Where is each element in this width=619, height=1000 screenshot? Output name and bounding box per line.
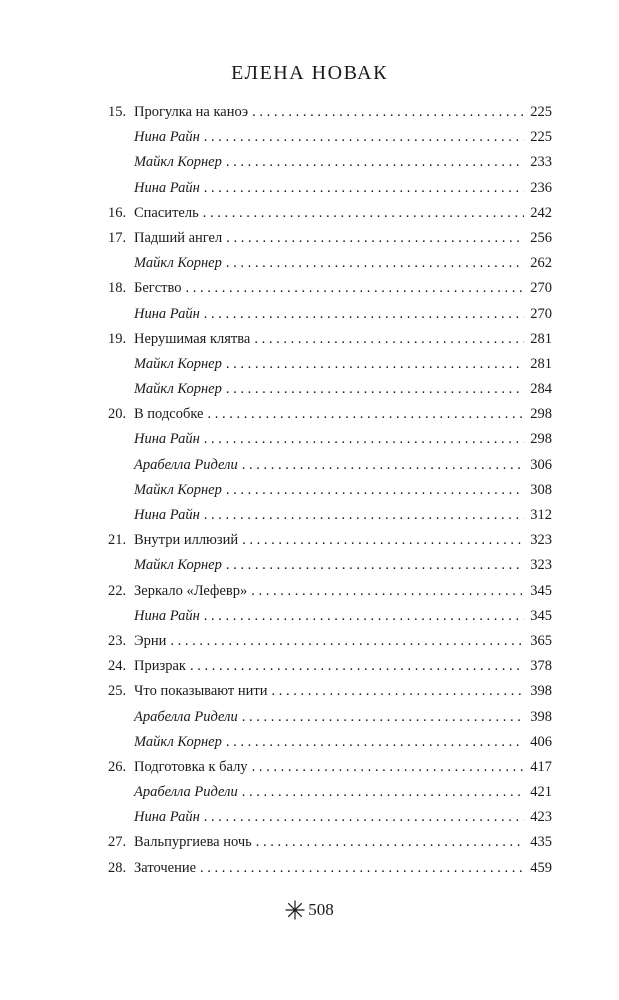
toc-chapter-title: Вальпургиева ночь (134, 834, 252, 851)
star-ornament-icon (285, 900, 305, 920)
toc-subentry-title: Майкл Корнер (134, 733, 222, 750)
toc-chapter-number: 21. (108, 532, 127, 549)
toc-chapter-number: 23. (108, 632, 127, 649)
toc-subentry-title: Нина Райн (134, 305, 200, 322)
toc-page-number: 270 (530, 280, 552, 297)
toc-chapter-title: Призрак (134, 658, 186, 675)
toc-subentry (108, 709, 552, 734)
toc-chapter-title: Нерушимая клятва (134, 330, 251, 347)
toc-page-number: 312 (530, 507, 552, 523)
toc-dot-leader (204, 180, 524, 197)
toc-subentry (108, 557, 552, 582)
toc-chapter-entry (108, 104, 552, 129)
toc-chapter-number: 28. (108, 859, 127, 876)
toc-chapter-entry (108, 860, 552, 885)
toc-chapter-number: 26. (108, 758, 127, 775)
toc-page-number: 406 (530, 733, 552, 750)
toc-subentry-title: Арабелла Ридели (134, 784, 238, 801)
toc-dot-leader (226, 230, 524, 247)
toc-page-number: 345 (530, 607, 552, 624)
toc-page-number: 417 (530, 758, 552, 775)
toc-chapter-entry (108, 633, 552, 658)
toc-dot-leader (204, 431, 524, 448)
toc-subentry (108, 734, 552, 759)
toc-dot-leader (204, 507, 524, 524)
toc-page-number: 281 (530, 330, 552, 347)
toc-dot-leader (204, 608, 524, 625)
toc-dot-leader (170, 633, 524, 650)
toc-subentry-title: Арабелла Ридели (134, 456, 238, 473)
toc-chapter-number: 25. (108, 683, 127, 700)
page-number: 508 (308, 900, 334, 919)
toc-chapter-entry (108, 205, 552, 230)
toc-dot-leader (242, 784, 524, 801)
toc-chapter-title: Прогулка на каноэ (134, 104, 249, 120)
toc-page-number: 284 (530, 381, 552, 398)
toc-chapter-number: 20. (108, 406, 127, 423)
toc-dot-leader (207, 406, 524, 423)
running-header-author: ЕЛЕНА НОВАК (231, 62, 388, 84)
toc-dot-leader (204, 306, 524, 323)
toc-chapter-title: Подготовка к балу (134, 758, 248, 775)
toc-dot-leader (272, 683, 525, 700)
toc-dot-leader (252, 104, 524, 121)
toc-chapter-title: Бегство (134, 280, 182, 297)
toc-dot-leader (252, 759, 524, 776)
toc-subentry (108, 431, 552, 456)
toc-chapter-number: 17. (108, 229, 127, 246)
toc-page-number: 306 (530, 456, 552, 473)
toc-chapter-entry (108, 834, 552, 859)
toc-subentry (108, 306, 552, 331)
toc-page-number: 233 (530, 154, 552, 171)
toc-page-number: 423 (530, 809, 552, 826)
toc-subentry (108, 129, 552, 154)
toc-subentry (108, 255, 552, 280)
toc-chapter-title: Внутри иллюзий (134, 532, 239, 549)
toc-chapter-entry (108, 406, 552, 431)
toc-page-number: 435 (530, 834, 552, 851)
toc-chapter-number: 19. (108, 330, 127, 347)
toc-dot-leader (226, 381, 524, 398)
toc-page-number: 365 (530, 632, 552, 649)
toc-subentry-title: Нина Райн (134, 507, 200, 523)
toc-page-number: 270 (530, 305, 552, 322)
toc-dot-leader (254, 331, 524, 348)
toc-chapter-entry (108, 331, 552, 356)
toc-chapter-title: Падший ангел (134, 229, 223, 246)
toc-dot-leader (242, 709, 524, 726)
toc-dot-leader (204, 809, 524, 826)
toc-subentry-title: Нина Райн (134, 129, 200, 146)
toc-chapter-entry (108, 280, 552, 305)
toc-subentry-title: Арабелла Ридели (134, 708, 238, 725)
toc-chapter-entry (108, 532, 552, 557)
toc-dot-leader (251, 583, 524, 600)
toc-subentry (108, 180, 552, 205)
toc-dot-leader (204, 129, 524, 146)
toc-chapter-entry (108, 759, 552, 784)
toc-chapter-title: Эрни (134, 632, 167, 649)
toc-dot-leader (242, 457, 524, 474)
toc-dot-leader (226, 482, 524, 499)
toc-page-number: 398 (530, 683, 552, 700)
toc-page-number: 323 (530, 532, 552, 549)
toc-subentry (108, 507, 552, 532)
toc-page-number: 225 (530, 129, 552, 146)
toc-subentry (108, 608, 552, 633)
toc-subentry-title: Нина Райн (134, 431, 200, 448)
toc-subentry (108, 784, 552, 809)
toc-subentry (108, 457, 552, 482)
toc-subentry-title: Майкл Корнер (134, 154, 222, 171)
toc-chapter-entry (108, 230, 552, 255)
toc-chapter-title: В подсобке (134, 406, 204, 423)
toc-page-number: 298 (530, 406, 552, 423)
toc-chapter-number: 27. (108, 834, 127, 851)
toc-subentry-title: Майкл Корнер (134, 381, 222, 398)
toc-page-number: 308 (530, 481, 552, 498)
toc-dot-leader (190, 658, 524, 675)
toc-page-number: 262 (530, 255, 552, 272)
toc-dot-leader (226, 734, 524, 751)
toc-dot-leader (200, 860, 524, 877)
toc-subentry-title: Майкл Корнер (134, 557, 222, 574)
toc-page-number: 459 (530, 859, 552, 876)
toc-page-number: 378 (530, 658, 552, 675)
toc-page-number: 323 (530, 557, 552, 574)
toc-page-number: 421 (530, 784, 552, 801)
toc-chapter-number: 18. (108, 280, 127, 297)
toc-page-number: 298 (530, 431, 552, 448)
toc-dot-leader (226, 557, 524, 574)
page-footer (0, 900, 619, 920)
toc-chapter-title: Зеркало «Лефевр» (134, 582, 248, 599)
toc-subentry-title: Нина Райн (134, 179, 200, 196)
toc-chapter-number: 16. (108, 204, 127, 221)
toc-subentry (108, 809, 552, 834)
toc-subentry-title: Майкл Корнер (134, 481, 222, 498)
toc-chapter-entry (108, 658, 552, 683)
toc-dot-leader (226, 154, 524, 171)
toc-chapter-title: Спаситель (134, 204, 199, 221)
toc-dot-leader (185, 280, 524, 297)
toc-page-number: 236 (530, 179, 552, 196)
toc-subentry-title: Майкл Корнер (134, 355, 222, 372)
toc-chapter-entry (108, 583, 552, 608)
toc-dot-leader (226, 255, 524, 272)
toc-subentry (108, 356, 552, 381)
toc-page-number: 256 (530, 229, 552, 246)
toc-dot-leader (242, 532, 524, 549)
toc-chapter-number: 15. (108, 104, 127, 120)
toc-page-number: 398 (530, 708, 552, 725)
toc-chapter-number: 24. (108, 658, 127, 675)
toc-subentry (108, 381, 552, 406)
toc-subentry-title: Майкл Корнер (134, 255, 222, 272)
toc-page-number: 242 (530, 204, 552, 221)
toc-chapter-number: 22. (108, 582, 127, 599)
toc-chapter-title: Что показывают нити (134, 683, 268, 700)
table-of-contents (108, 104, 552, 885)
toc-chapter-title: Заточение (134, 859, 197, 876)
toc-page-number: 225 (530, 104, 552, 120)
toc-subentry (108, 482, 552, 507)
toc-dot-leader (226, 356, 524, 373)
toc-dot-leader (256, 834, 524, 851)
toc-subentry-title: Нина Райн (134, 607, 200, 624)
toc-chapter-entry (108, 683, 552, 708)
toc-page-number: 345 (530, 582, 552, 599)
toc-page-number: 281 (530, 355, 552, 372)
toc-subentry (108, 154, 552, 179)
toc-dot-leader (203, 205, 524, 222)
toc-subentry-title: Нина Райн (134, 809, 200, 826)
